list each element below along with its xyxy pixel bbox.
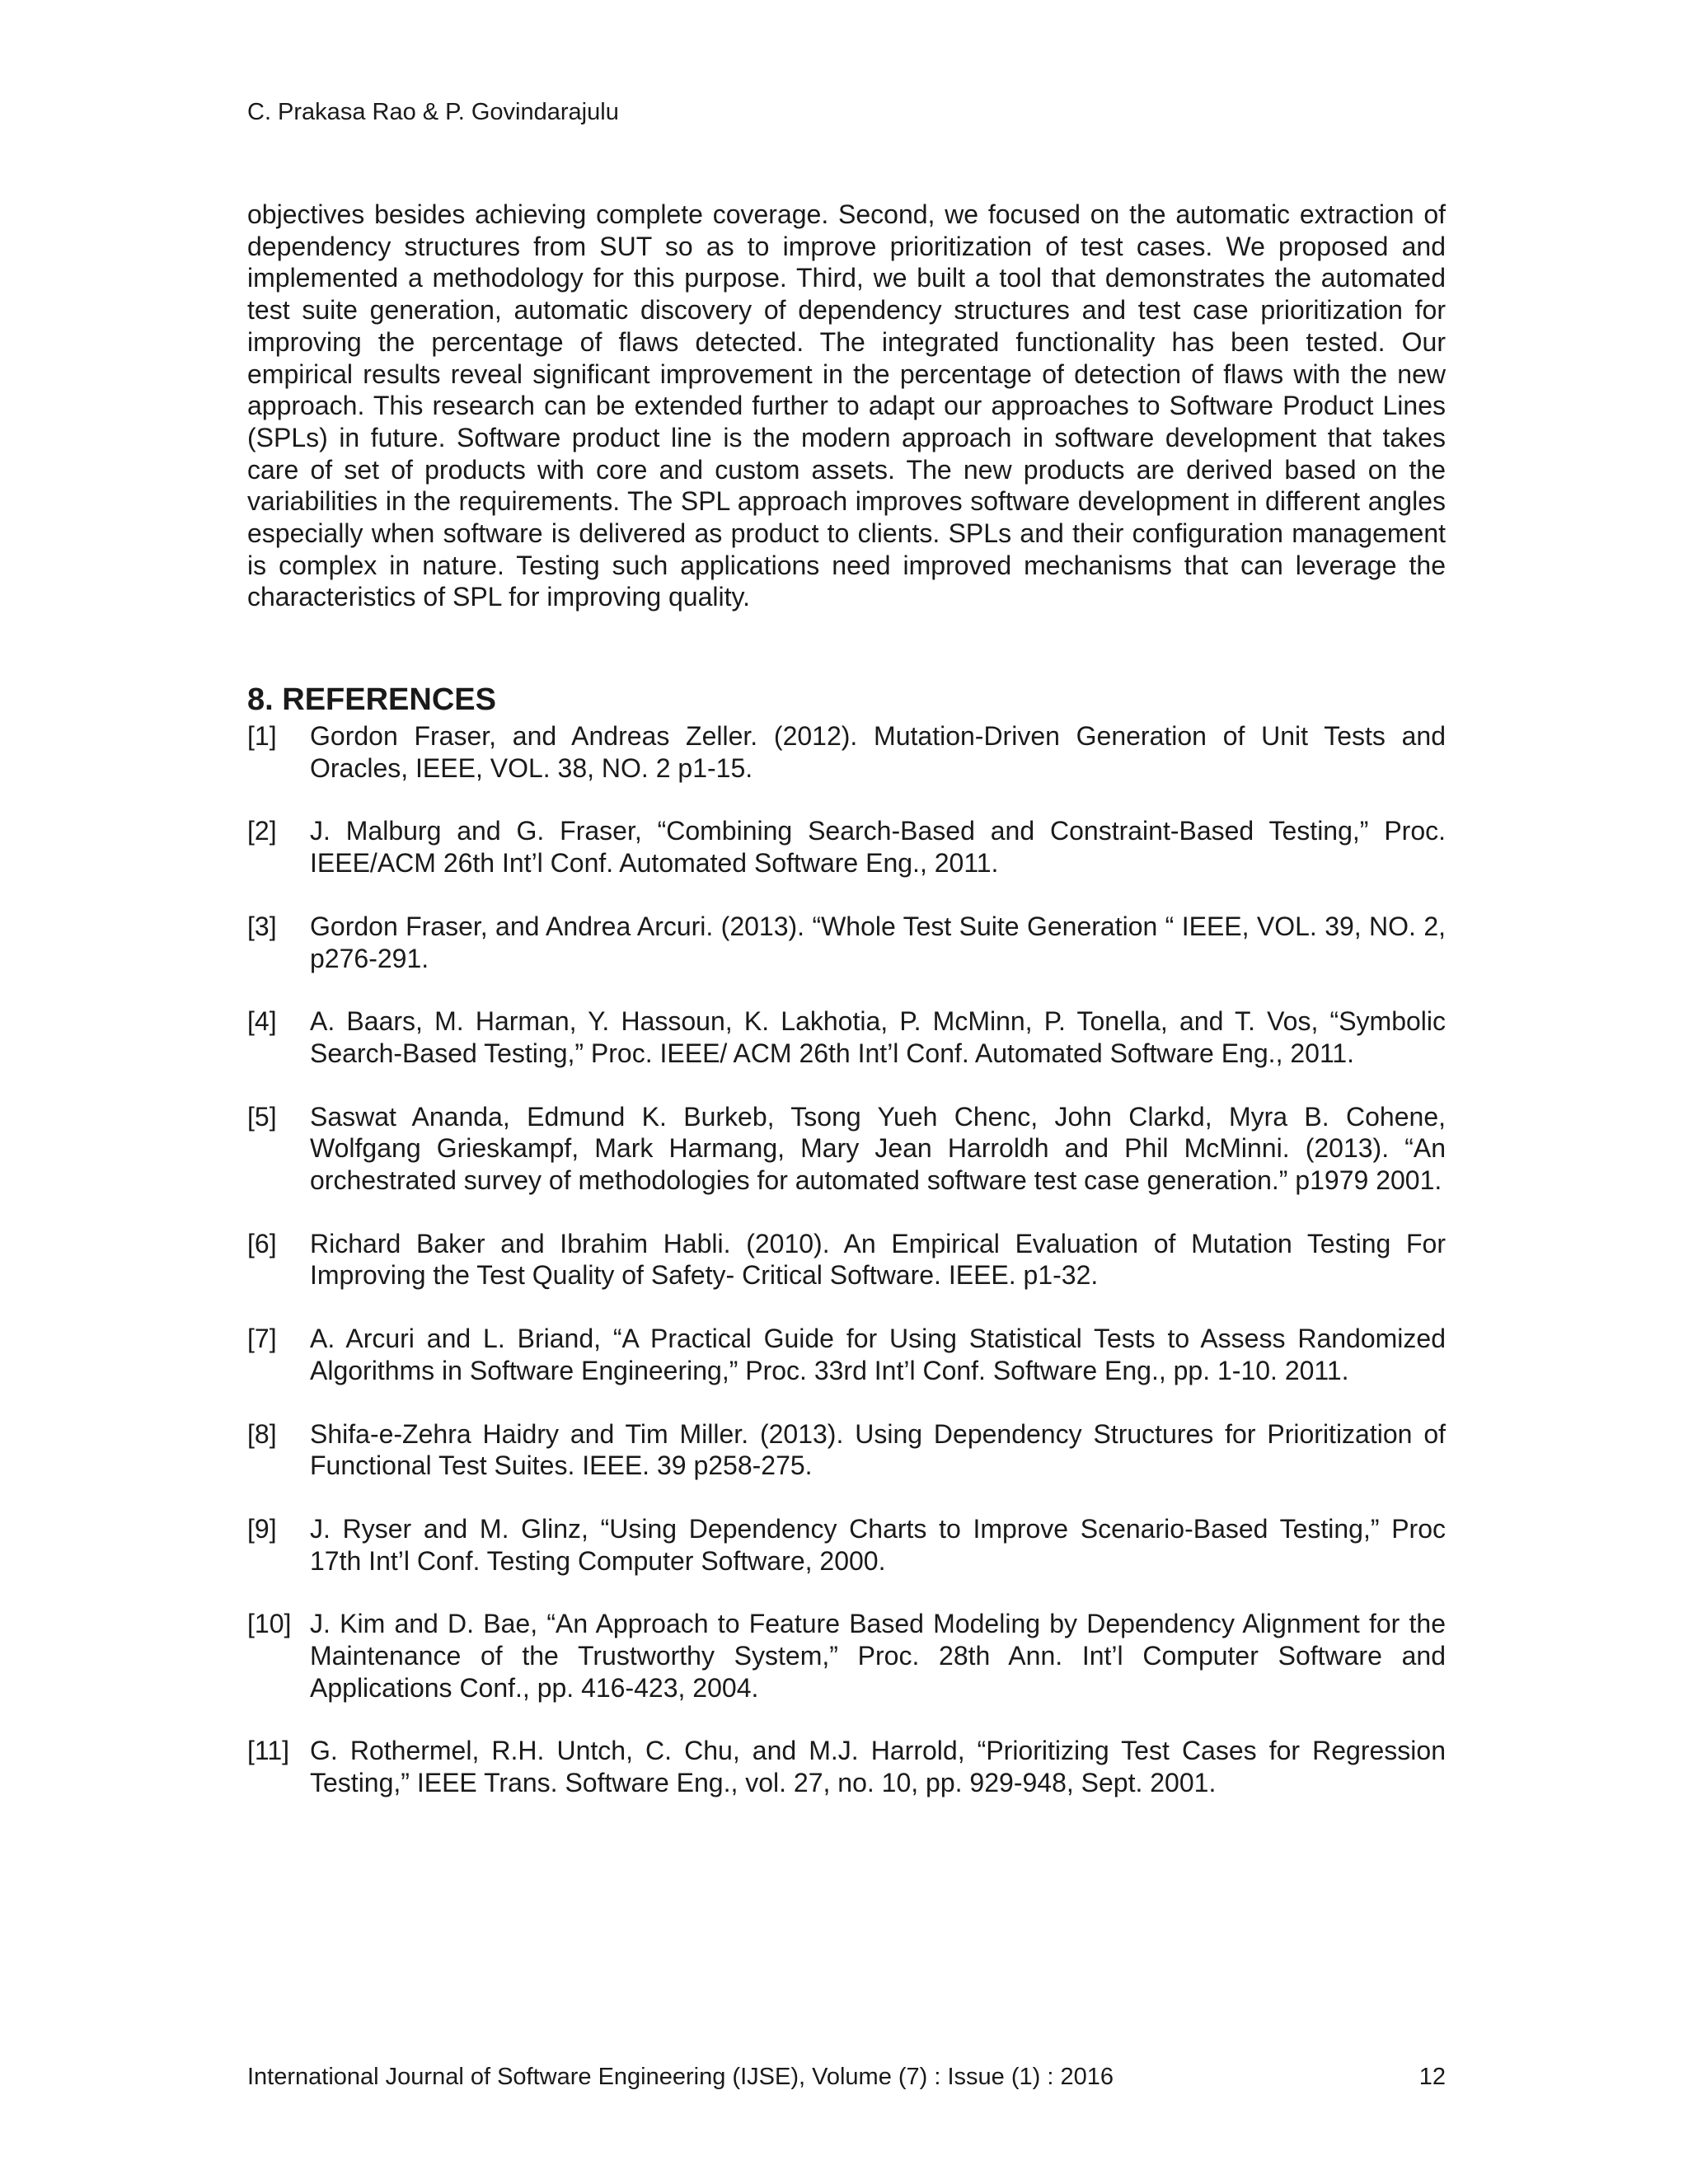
reference-item (247, 720, 1446, 784)
reference-text: Gordon Fraser, and Andrea Arcuri. (2013). “Whole Test Suite Generation “ IEEE, VOL. 39, NO. 2, p276-291. (310, 911, 1446, 973)
references-list (247, 720, 1446, 1830)
reference-number: [2] (247, 816, 277, 846)
reference-number: [7] (247, 1324, 277, 1354)
reference-text: A. Baars, M. Harman, Y. Hassoun, K. Lakhotia, P. McMinn, P. Tonella, and T. Vos, “Symbolic Search-Based Testing,” Proc. IEEE/ ACM 26th Int’l Conf. Automated Software Eng., 2011. (310, 1006, 1446, 1068)
reference-number: [8] (247, 1418, 277, 1449)
reference-item (247, 1608, 1446, 1704)
conclusion-paragraph: objectives besides achieving complete coverage. Second, we focused on the automatic extraction of dependency structures from SUT so as to improve prioritization of test cases. We proposed and implemented a methodology for this purpose. Third, we built a tool that demonstrates the automated test suite generation, automatic discovery of dependency structures and test case prioritization for improving the percentage of flaws detected. The integrated functionality has been tested. Our empirical results reveal significant improvement in the percentage of detection of flaws with the new approach. This research can be extended further to adapt our approaches to Software Product Lines (SPLs) in future. Software product line is the modern approach in software development that takes care of set of products with core and custom assets. The new products are derived based on the variabilities in the requirements. The SPL approach improves software development in different angles especially when software is delivered as product to clients. SPLs and their configuration management is complex in nature. Testing such applications need improved mechanisms that can leverage the characteristics of SPL for improving quality. (247, 199, 1446, 612)
reference-text: A. Arcuri and L. Briand, “A Practical Guide for Using Statistical Tests to Assess Randomized Algorithms in Software Engineering,” Proc. 33rd Int’l Conf. Software Eng., pp. 1-10. 2011. (310, 1324, 1446, 1385)
reference-text: J. Malburg and G. Fraser, “Combining Search-Based and Constraint-Based Testing,” Proc. IEEE/ACM 26th Int’l Conf. Automated Software Eng., 2011. (310, 816, 1446, 879)
reference-item (247, 911, 1446, 974)
reference-item (247, 1323, 1446, 1386)
reference-number: [3] (247, 911, 277, 941)
reference-text: Saswat Ananda, Edmund K. Burkeb, Tsong Yueh Chenc, John Clarkd, Myra B. Cohene, Wolfgang Grieskampf, Mark Harmang, Mary Jean Harroldh and Phil McMinni. (2013). “An orchestrated survey of methodologies for automated software test case generation.” p1979 2001. (310, 1101, 1446, 1196)
reference-number: [5] (247, 1101, 277, 1132)
reference-item (247, 1101, 1446, 1197)
references-heading: 8. REFERENCES (247, 682, 496, 717)
reference-text: J. Kim and D. Bae, “An Approach to Feature Based Modeling by Dependency Alignment for the Maintenance of the Trustworthy System,” Proc. 28th Ann. Int’l Computer Software and Applications Conf., pp. 416-423, 2004. (310, 1609, 1446, 1703)
reference-number: [9] (247, 1513, 277, 1544)
reference-item (247, 1735, 1446, 1798)
reference-number: [4] (247, 1006, 277, 1037)
footer-journal-citation: International Journal of Software Engineering (IJSE), Volume (7) : Issue (1) : 2016 (247, 2064, 1114, 2090)
reference-number: [6] (247, 1228, 277, 1258)
page-number: 12 (1418, 2064, 1446, 2090)
reference-item (247, 1418, 1446, 1482)
reference-text: Gordon Fraser, and Andreas Zeller. (2012). Mutation-Driven Generation of Unit Tests and Oracles, IEEE, VOL. 38, NO. 2 p1-15. (310, 721, 1446, 783)
reference-text: Shifa-e-Zehra Haidry and Tim Miller. (2013). Using Dependency Structures for Prioritization of Functional Test Suites. IEEE. 39 p258-275. (310, 1418, 1446, 1481)
reference-text: G. Rothermel, R.H. Untch, C. Chu, and M.J. Harrold, “Prioritizing Test Cases for Regression Testing,” IEEE Trans. Software Eng., vol. 27, no. 10, pp. 929-948, Sept. 2001. (310, 1736, 1446, 1798)
reference-text: Richard Baker and Ibrahim Habli. (2010). An Empirical Evaluation of Mutation Testing For Improving the Test Quality of Safety- Critical Software. IEEE. p1-32. (310, 1228, 1446, 1291)
reference-text: J. Ryser and M. Glinz, “Using Dependency Charts to Improve Scenario-Based Testing,” Proc 17th Int’l Conf. Testing Computer Software, 2000. (310, 1513, 1446, 1576)
reference-item (247, 1513, 1446, 1577)
reference-number: [1] (247, 721, 277, 751)
reference-item (247, 815, 1446, 879)
reference-number: [10] (247, 1609, 292, 1639)
reference-number: [11] (247, 1736, 289, 1766)
running-header-authors: C. Prakasa Rao & P. Govindarajulu (247, 99, 619, 125)
reference-item (247, 1005, 1446, 1069)
reference-item (247, 1228, 1446, 1291)
